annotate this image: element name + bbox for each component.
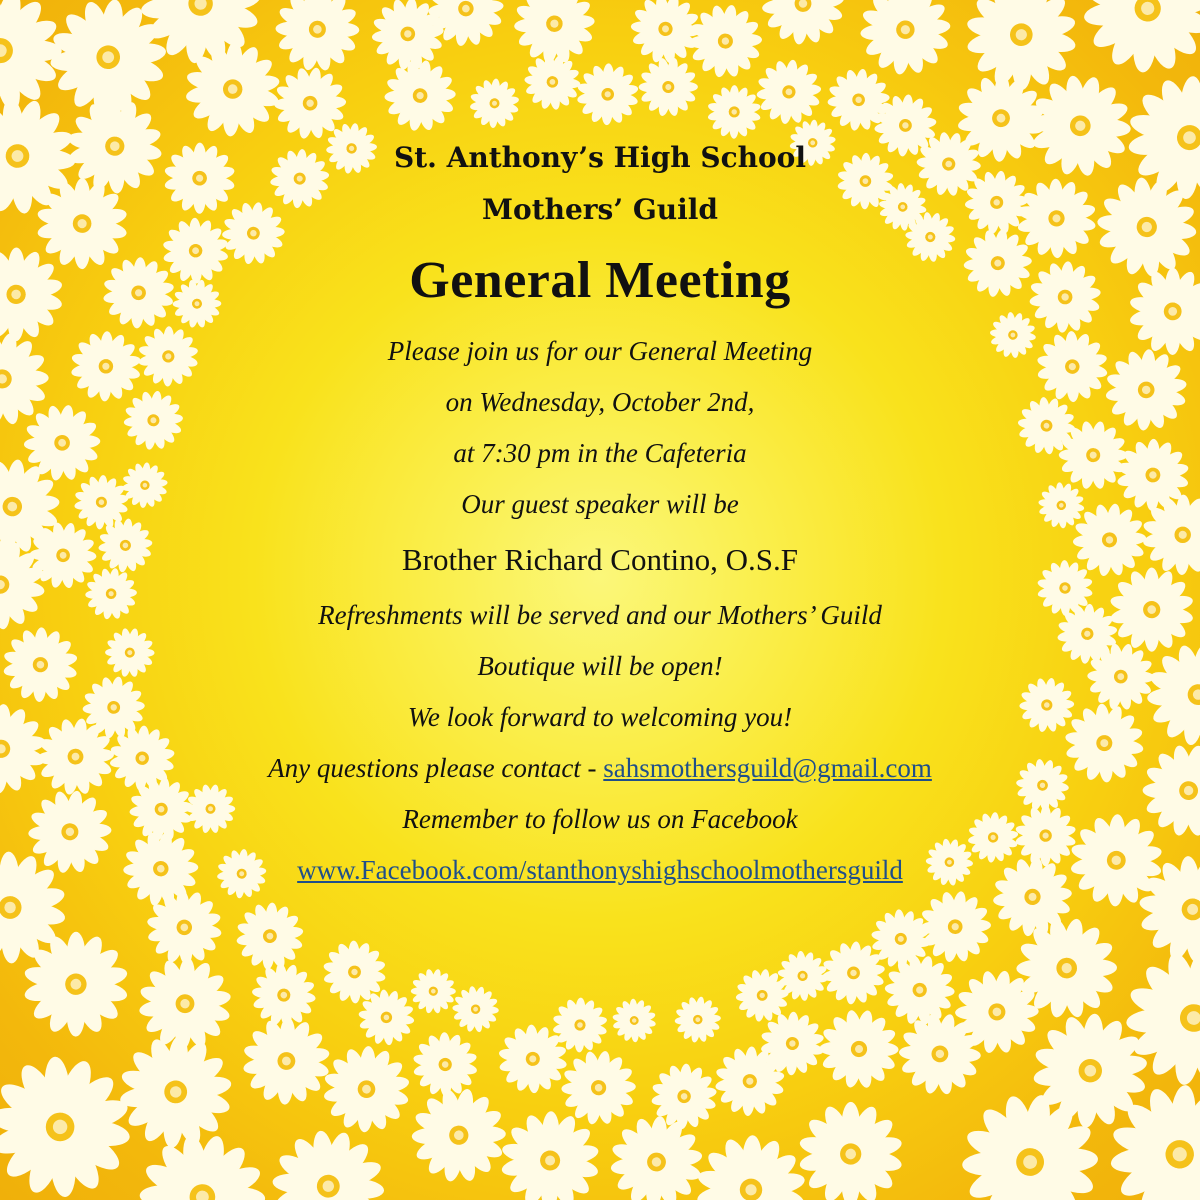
daisy-flower xyxy=(257,1116,399,1200)
facebook-url-row xyxy=(0,845,1200,896)
daisy-flower xyxy=(402,1022,488,1108)
contact-row xyxy=(0,743,1200,794)
facebook-url-link[interactable]: www.Facebook.com/stanthonyshighschoolmothersguild xyxy=(297,855,903,885)
daisy-flower xyxy=(122,940,249,1066)
daisy-flower xyxy=(406,964,461,1018)
daisy-flower xyxy=(461,69,529,137)
daisy-flower xyxy=(575,62,640,126)
facebook-line: Remember to follow us on Facebook xyxy=(402,804,798,834)
school-name: St. Anthony’s High School xyxy=(393,141,806,174)
page-title: General Meeting xyxy=(409,252,791,309)
contact-email-link[interactable]: sahsmothersguild@gmail.com xyxy=(603,753,932,783)
invite-line: Please join us for our General Meeting xyxy=(387,336,813,366)
daisy-flower xyxy=(508,0,601,70)
date-line: on Wednesday, October 2nd, xyxy=(445,387,755,417)
speaker-intro: Our guest speaker will be xyxy=(461,489,739,519)
daisy-flower xyxy=(321,1044,412,1134)
daisy-flower xyxy=(746,0,860,60)
daisy-flower xyxy=(671,993,724,1046)
daisy-flower xyxy=(517,47,588,118)
daisy-flower xyxy=(447,980,505,1038)
daisy-flower xyxy=(811,1001,908,1097)
daisy-flower xyxy=(744,47,834,137)
daisy-flower xyxy=(115,1032,237,1152)
daisy-flower xyxy=(499,1110,601,1200)
daisy-flower xyxy=(243,954,325,1035)
contact-prefix: Any questions please contact - xyxy=(268,753,604,783)
group-name: Mothers’ Guild xyxy=(482,193,718,226)
daisy-flower xyxy=(694,1133,808,1200)
time-place-line: at 7:30 pm in the Cafeteria xyxy=(453,438,747,468)
flyer-content xyxy=(0,132,1200,896)
boutique-line: Boutique will be open! xyxy=(477,651,723,681)
welcome-line: We look forward to welcoming you! xyxy=(407,702,793,732)
daisy-flower xyxy=(1078,0,1200,78)
speaker-name: Brother Richard Contino, O.S.F xyxy=(401,542,799,577)
refreshments-line: Refreshments will be served and our Mothers’ Guild xyxy=(318,600,882,630)
daisy-flower xyxy=(605,992,663,1049)
